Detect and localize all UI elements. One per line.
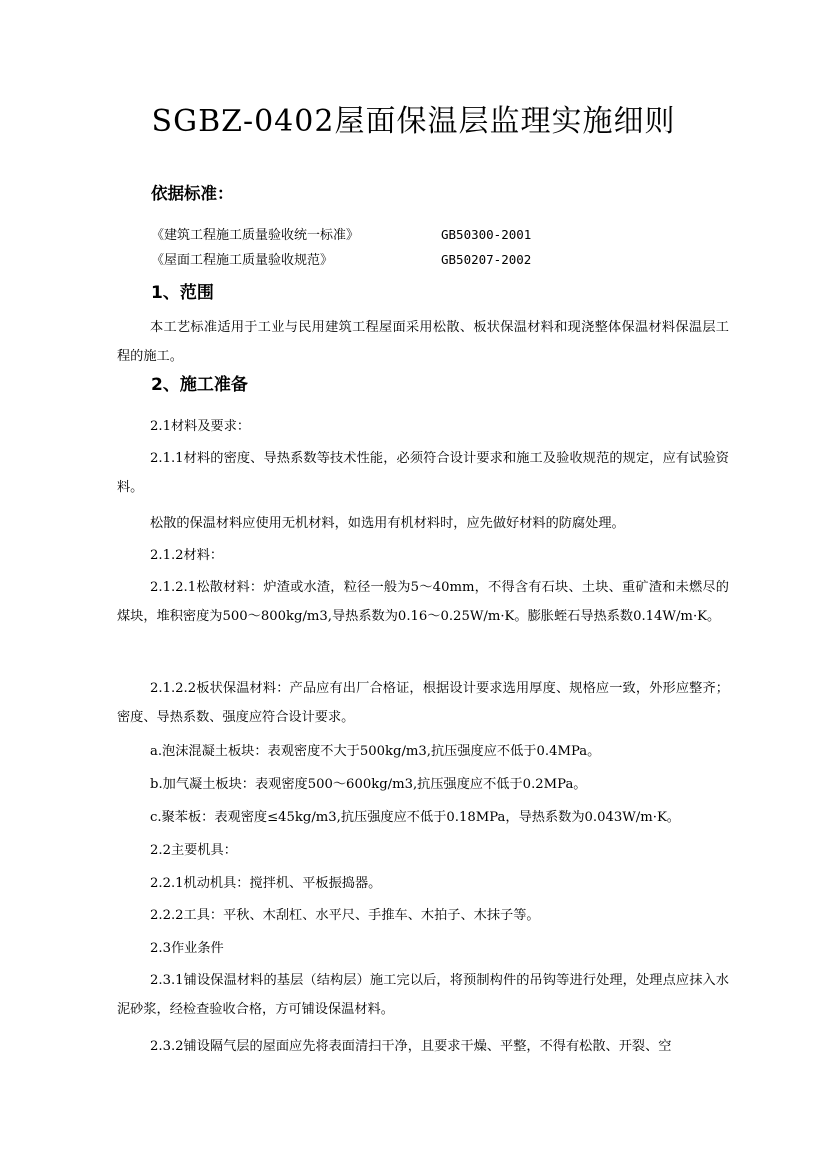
paragraph-2-3-2: 2.3.2铺设隔气层的屋面应先将表面清扫干净，且要求干燥、平整，不得有松散、开裂、空: [150, 1039, 672, 1054]
paragraph-2-3: 2.3作业条件: [150, 941, 224, 956]
standard-name: 《建筑工程施工质量验收统一标准》: [151, 228, 360, 243]
paragraph-item-a: a.泡沫混凝土板块：表观密度不大于500kg/m3,抗压强度应不低于0.4MPa。: [150, 744, 601, 759]
standard-code: GB50207-2002: [441, 252, 532, 267]
standard-name: 《屋面工程施工质量验收规范》: [151, 253, 334, 268]
paragraph-2-1-1: 2.1.1材料的密度、导热系数等技术性能，必须符合设计要求和施工及验收规范的规定，应有试验资料。: [117, 451, 729, 495]
section-1-text: 本工艺标准适用于工业与民用建筑工程屋面采用松散、板状保温材料和现浇整体保温材料保温层工程的施工。: [117, 320, 729, 364]
basis-heading: 依据标准：: [151, 184, 234, 203]
standard-row: [151, 250, 711, 271]
section-2-heading: 2、施工准备: [151, 375, 248, 395]
paragraph-2-2-2: 2.2.2工具：平秋、木刮杠、水平尺、手推车、木拍子、木抹子等。: [150, 908, 540, 923]
standard-row: [151, 225, 711, 246]
paragraph-2-2-1: 2.2.1机动机具：搅拌机、平板振捣器。: [150, 876, 382, 891]
paragraph-2-1: 2.1材料及要求：: [150, 419, 251, 434]
paragraph-item-b: b.加气凝土板块：表观密度500～600kg/m3,抗压强度应不低于0.2MPa。: [150, 777, 587, 792]
paragraph-2-2: 2.2主要机具：: [150, 843, 237, 858]
paragraph-2-1-2-2: 2.1.2.2板状保温材料：产品应有出厂合格证，根据设计要求选用厚度、规格应一致，外形应整齐；密度、导热系数、强度应符合设计要求。: [117, 681, 729, 725]
paragraph-item-c: c.聚苯板：表观密度≤45kg/m3,抗压强度应不低于0.18MPa，导热系数为0.043W/m·K。: [150, 810, 680, 825]
standard-code: GB50300-2001: [441, 227, 532, 242]
paragraph-2-3-1: 2.3.1铺设保温材料的基层（结构层）施工完以后，将预制构件的吊钩等进行处理，处理点应抹入水泥砂浆，经检查验收合格，方可铺设保温材料。: [117, 973, 729, 1017]
paragraph-loose-materials: 松散的保温材料应使用无机材料，如选用有机材料时，应先做好材料的防腐处理。: [150, 516, 625, 531]
section-1-heading: 1、范围: [151, 283, 214, 303]
paragraph-2-1-2-1: 2.1.2.1松散材料：炉渣或水渣，粒径一般为5～40mm，不得含有石块、土块、重矿渣和未燃尽的煤块，堆积密度为500～800kg/m3,导热系数为0.16～0.25W/m·K。膨胀蛭石导热系数0.14W/m·K。: [117, 580, 729, 624]
paragraph-2-1-2: 2.1.2材料：: [150, 548, 224, 563]
page-title: SGBZ-0402屋面保温层监理实施细则: [151, 104, 676, 139]
